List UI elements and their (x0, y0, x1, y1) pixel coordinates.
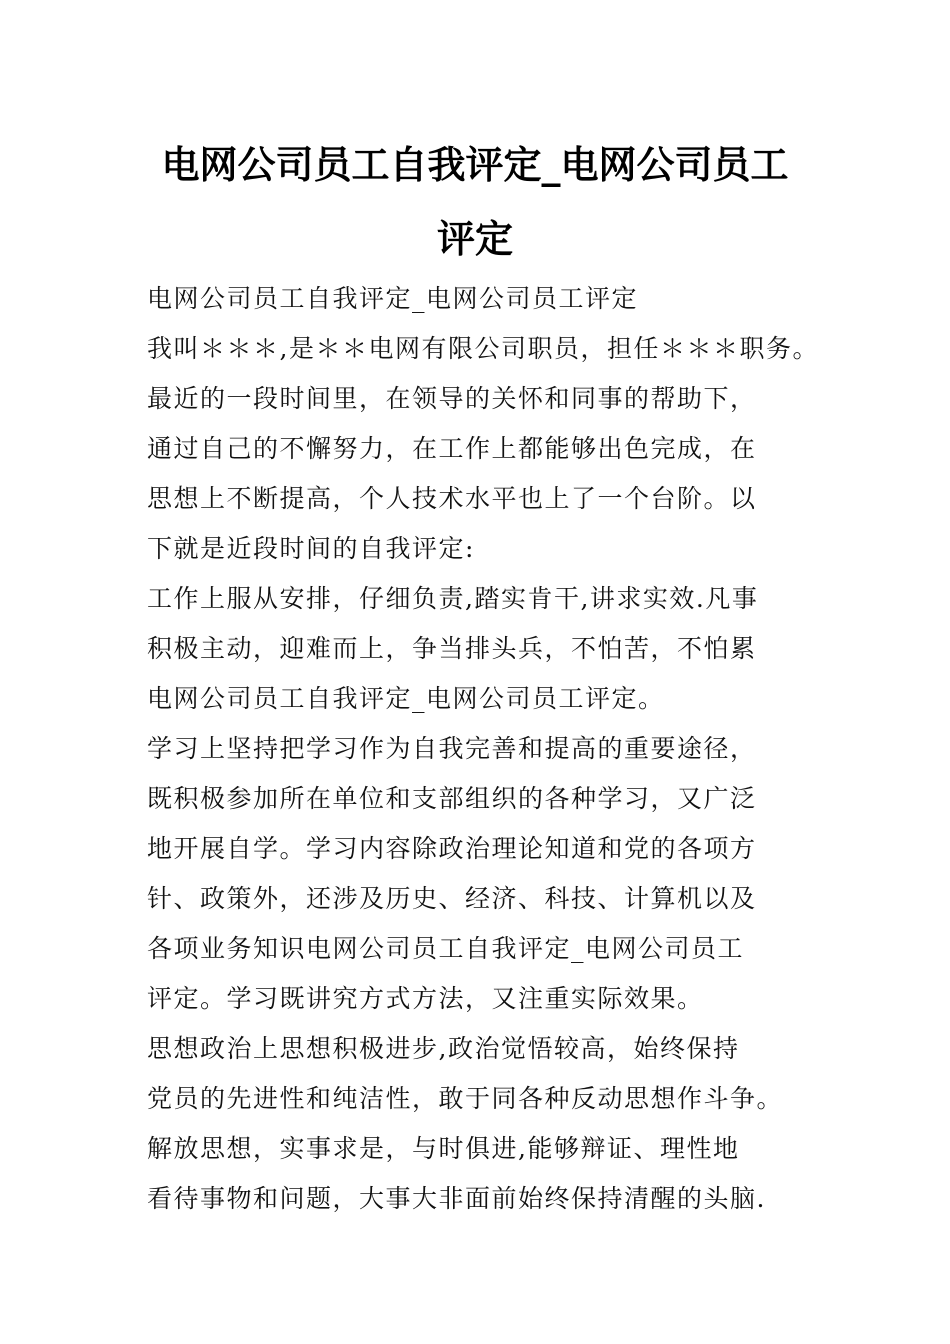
document-body (147, 278, 837, 1228)
body-line: 评定。学习既讲究方式方法，又注重实际效果。 (147, 984, 704, 1013)
body-line: 工作上服从安排，仔细负责,踏实肯干,讲求实效.凡事 (147, 584, 759, 613)
body-line: 下就是近段时间的自我评定: (147, 534, 475, 563)
document-title-line-1: 电网公司员工自我评定_电网公司员工 (161, 143, 789, 187)
body-line: 针、政策外，还涉及历史、经济、科技、计算机以及 (147, 884, 757, 913)
body-line: 党员的先进性和纯洁性，敢于同各种反动思想作斗争。 (147, 1084, 784, 1113)
body-line: 积极主动，迎难而上，争当排头兵，不怕苦，不怕累 (147, 634, 757, 663)
body-line: 看待事物和问题，大事大非面前始终保持清醒的头脑. (147, 1184, 766, 1213)
body-line: 地开展自学。学习内容除政治理论知道和党的各项方 (147, 834, 757, 863)
body-line: 最近的一段时间里，在领导的关怀和同事的帮助下， (147, 384, 757, 413)
body-line: 电网公司员工自我评定_电网公司员工评定。 (147, 684, 665, 713)
body-line: 学习上坚持把学习作为自我完善和提高的重要途径， (147, 734, 757, 763)
body-line: 各项业务知识电网公司员工自我评定_电网公司员工 (147, 934, 745, 963)
body-line: 思想政治上思想积极进步,政治觉悟较高，始终保持 (147, 1034, 740, 1063)
body-line: 解放思想，实事求是，与时俱进,能够辩证、理性地 (147, 1134, 740, 1163)
body-line: 我叫＊＊＊,是＊＊电网有限公司职员，担任＊＊＊职务。 (147, 334, 819, 363)
body-line: 通过自己的不懈努力，在工作上都能够出色完成，在 (147, 434, 757, 463)
document-title-line-2: 评定 (436, 217, 513, 261)
body-line: 既积极参加所在单位和支部组织的各种学习，又广泛 (147, 784, 757, 813)
body-line: 电网公司员工自我评定_电网公司员工评定 (147, 284, 639, 313)
body-line: 思想上不断提高，个人技术水平也上了一个台阶。以 (147, 484, 757, 513)
